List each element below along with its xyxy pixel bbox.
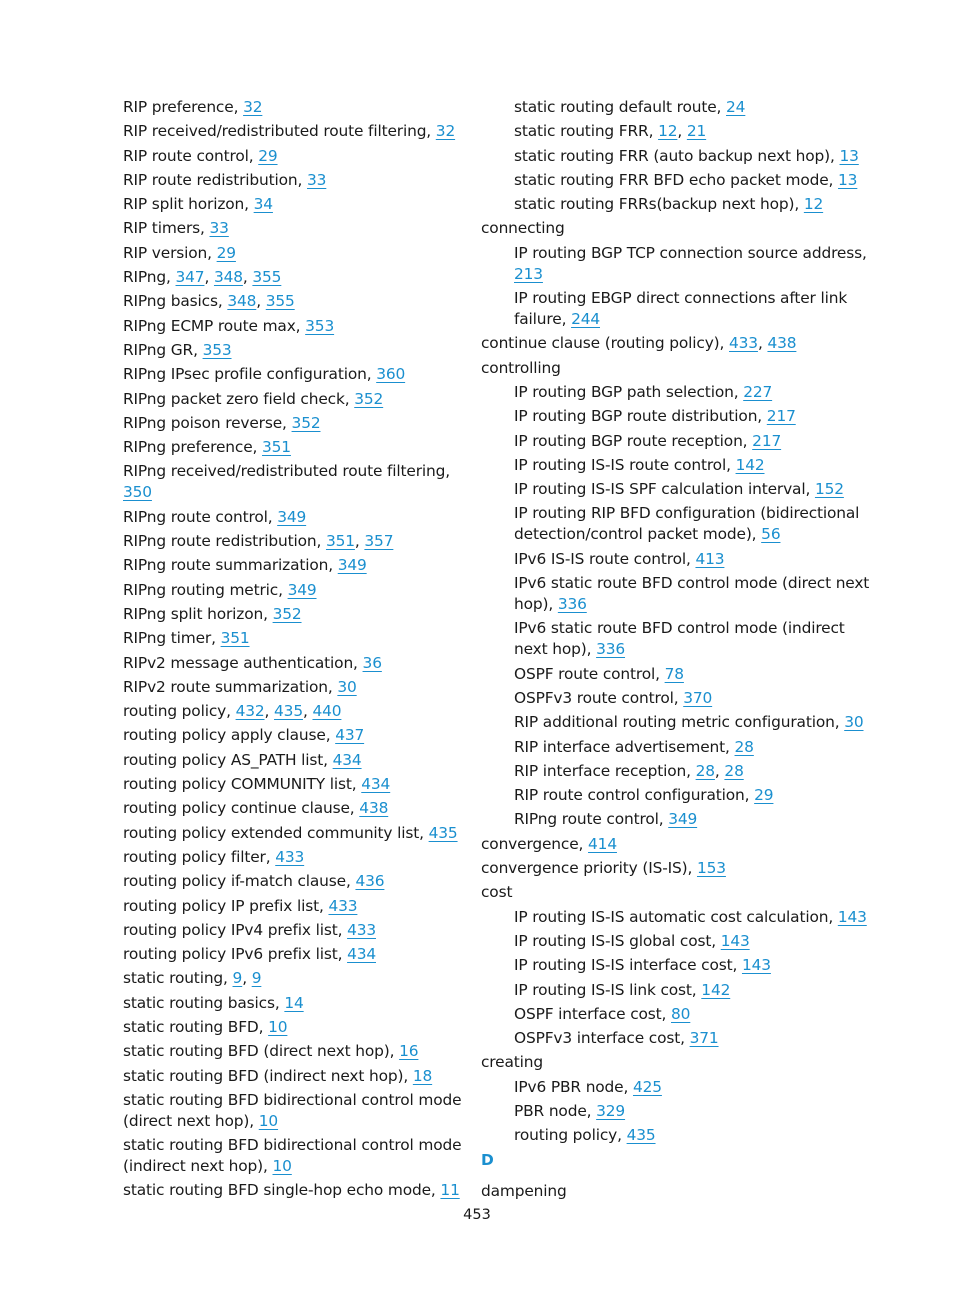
index-entry-text: routing policy IPv4 prefix list, bbox=[123, 920, 348, 939]
index-subentry bbox=[481, 785, 881, 806]
page-link[interactable]: 434 bbox=[332, 750, 362, 769]
page-link[interactable]: 10 bbox=[272, 1157, 292, 1176]
page-link[interactable]: 18 bbox=[412, 1066, 433, 1085]
page-link[interactable]: 13 bbox=[839, 146, 859, 165]
index-entry-text: RIPng poison reverse, bbox=[123, 413, 292, 432]
page-link[interactable]: 347 bbox=[175, 268, 205, 287]
index-entry bbox=[123, 1066, 463, 1087]
index-subentry bbox=[481, 170, 881, 191]
index-subentry bbox=[481, 97, 881, 118]
page-link[interactable]: 349 bbox=[277, 507, 307, 526]
index-entry-text: RIPng timer, bbox=[123, 629, 221, 648]
page-link[interactable]: 434 bbox=[347, 945, 376, 964]
index-entry-text: cost bbox=[481, 883, 513, 902]
page-link[interactable]: 438 bbox=[767, 334, 797, 353]
index-entry bbox=[123, 389, 463, 410]
page-link[interactable]: 29 bbox=[216, 243, 236, 262]
page-link[interactable]: 351 bbox=[325, 532, 355, 551]
index-entry-text: static routing BFD (direct next hop), bbox=[123, 1042, 400, 1061]
index-subentry bbox=[481, 455, 881, 476]
index-entry-text: OSPF interface cost, bbox=[514, 1004, 672, 1023]
index-entry bbox=[481, 333, 881, 354]
page-link[interactable]: 357 bbox=[364, 532, 394, 551]
page-link[interactable]: 349 bbox=[337, 556, 367, 575]
page-link[interactable]: 142 bbox=[701, 980, 731, 999]
page-link[interactable]: 56 bbox=[761, 525, 781, 544]
index-entry-text: RIP interface advertisement, bbox=[514, 737, 735, 756]
index-entry bbox=[123, 653, 463, 674]
index-entry-text: OSPFv3 interface cost, bbox=[514, 1029, 690, 1048]
index-entry bbox=[123, 413, 463, 434]
index-entry-text: static routing BFD, bbox=[123, 1017, 269, 1036]
index-entry bbox=[123, 121, 463, 142]
index-subentry bbox=[481, 931, 881, 952]
index-subentry bbox=[481, 573, 881, 615]
index-entry-text: PBR node, bbox=[514, 1101, 597, 1120]
index-entry-text: routing policy AS_PATH list, bbox=[123, 750, 333, 769]
index-subentry bbox=[481, 243, 881, 285]
page-link[interactable]: 360 bbox=[376, 365, 406, 384]
index-entry-text: IP routing RIP BFD configuration (bidirectional detection/control packet mode), bbox=[514, 504, 860, 544]
page-link[interactable]: 432 bbox=[235, 702, 265, 721]
index-entry-text: routing policy, bbox=[514, 1126, 627, 1145]
index-subentry bbox=[481, 1004, 881, 1025]
index-entry-text: static routing basics, bbox=[123, 993, 285, 1012]
page-link[interactable]: 32 bbox=[435, 122, 456, 141]
index-letter-heading: D bbox=[481, 1150, 494, 1169]
index-entry-text: IP routing BGP path selection, bbox=[514, 382, 744, 401]
index-entry bbox=[123, 340, 463, 361]
index-entry-text: RIPng IPsec profile configuration, bbox=[123, 365, 377, 384]
page-separator: , bbox=[264, 702, 275, 721]
index-subentry bbox=[481, 406, 881, 427]
index-entry-text: IP routing IS-IS global cost, bbox=[514, 931, 721, 950]
page-link[interactable]: 438 bbox=[359, 799, 389, 818]
index-entry-text: routing policy filter, bbox=[123, 847, 276, 866]
index-entry-text: IPv6 PBR node, bbox=[514, 1077, 633, 1096]
index-entry bbox=[123, 750, 463, 771]
index-entry bbox=[123, 194, 463, 215]
index-subentry bbox=[481, 955, 881, 976]
index-entry bbox=[123, 507, 463, 528]
page-link[interactable]: 32 bbox=[243, 98, 263, 116]
index-entry-text: routing policy apply clause, bbox=[123, 726, 336, 745]
index-subentry bbox=[481, 907, 881, 928]
index-subentry bbox=[481, 431, 881, 452]
index-entry-text: routing policy if-match clause, bbox=[123, 872, 356, 891]
page-link[interactable]: 33 bbox=[209, 219, 229, 238]
page-link[interactable]: 10 bbox=[268, 1017, 288, 1036]
index-entry bbox=[123, 823, 463, 844]
index-entry-text: IP routing BGP route distribution, bbox=[514, 407, 767, 426]
page-link[interactable]: 414 bbox=[588, 834, 617, 853]
index-entry bbox=[123, 555, 463, 576]
page-separator: , bbox=[302, 702, 313, 721]
index-entry-text: RIPng routing metric, bbox=[123, 580, 288, 599]
page-link[interactable]: 29 bbox=[258, 146, 278, 165]
index-entry-text: RIP preference, bbox=[123, 98, 244, 116]
page-link[interactable]: 30 bbox=[844, 713, 864, 732]
index-entry bbox=[123, 798, 463, 819]
index-entry-text: static routing BFD single-hop echo mode, bbox=[123, 1181, 441, 1200]
page-link[interactable]: 244 bbox=[571, 310, 600, 329]
index-entry-text: IPv6 static route BFD control mode (direct next hop), bbox=[514, 574, 870, 614]
page-link[interactable]: 34 bbox=[253, 195, 273, 214]
page-link[interactable]: 351 bbox=[262, 438, 291, 457]
index-entry bbox=[481, 834, 881, 855]
index-entry-text: RIPv2 message authentication, bbox=[123, 653, 363, 672]
index-entry bbox=[123, 1017, 463, 1038]
index-entry bbox=[123, 1135, 463, 1177]
index-entry bbox=[123, 170, 463, 191]
page-link[interactable]: 370 bbox=[683, 688, 713, 707]
index-entry-text: dampening bbox=[481, 1181, 567, 1200]
index-entry bbox=[123, 218, 463, 239]
index-entry bbox=[123, 291, 463, 312]
index-entry-text: RIPv2 route summarization, bbox=[123, 677, 338, 696]
page-link[interactable]: 433 bbox=[729, 334, 758, 353]
page-separator: , bbox=[354, 532, 365, 551]
index-entry bbox=[123, 920, 463, 941]
index-entry bbox=[123, 1090, 463, 1132]
index-subentry bbox=[481, 1077, 881, 1098]
index-subentry bbox=[481, 382, 881, 403]
index-entry-text: RIPng ECMP route max, bbox=[123, 316, 306, 335]
index-entry-text: RIP route redistribution, bbox=[123, 170, 308, 189]
page-link[interactable]: 434 bbox=[361, 775, 391, 794]
index-entry-text: IP routing BGP route reception, bbox=[514, 431, 753, 450]
index-entry-text: routing policy IP prefix list, bbox=[123, 896, 329, 915]
index-subentry bbox=[481, 664, 881, 685]
page-link[interactable]: 425 bbox=[632, 1077, 662, 1096]
page-link[interactable]: 352 bbox=[354, 389, 384, 408]
page-link[interactable]: 9 bbox=[232, 969, 243, 988]
index-entry bbox=[123, 437, 463, 458]
page-link[interactable]: 350 bbox=[123, 483, 152, 502]
index-subentry bbox=[481, 479, 881, 500]
index-entry-text: creating bbox=[481, 1053, 543, 1072]
index-entry-text: RIP split horizon, bbox=[123, 195, 254, 214]
index-subentry bbox=[481, 761, 881, 782]
page-separator: , bbox=[204, 268, 214, 287]
page-separator: , bbox=[242, 969, 252, 988]
index-subentry bbox=[481, 1101, 881, 1122]
index-entry-text: routing policy continue clause, bbox=[123, 799, 360, 818]
index-entry-text: continue clause (routing policy), bbox=[481, 334, 730, 353]
page-link[interactable]: 440 bbox=[312, 702, 342, 721]
index-entry bbox=[123, 896, 463, 917]
index-entry-text: RIP timers, bbox=[123, 219, 210, 238]
page-link[interactable]: 143 bbox=[837, 907, 867, 926]
page-separator: , bbox=[242, 268, 253, 287]
page-link[interactable]: 435 bbox=[428, 823, 458, 842]
page-link[interactable]: 28 bbox=[695, 761, 715, 780]
index-entry-text: static routing FRRs(backup next hop), bbox=[514, 195, 804, 214]
index-subentry bbox=[481, 503, 881, 545]
page-link[interactable]: 352 bbox=[291, 413, 321, 432]
index-entry-text: convergence, bbox=[481, 834, 589, 853]
page-link[interactable]: 29 bbox=[754, 786, 774, 805]
page-link[interactable]: 33 bbox=[307, 170, 327, 189]
index-entry-text: RIP route control, bbox=[123, 146, 259, 165]
page-link[interactable]: 227 bbox=[743, 382, 773, 401]
index-entry-text: RIPng route control, bbox=[514, 810, 669, 829]
index-entry bbox=[481, 358, 881, 379]
index-entry-text: RIPng split horizon, bbox=[123, 604, 273, 623]
page-separator: , bbox=[677, 122, 687, 141]
index-entry-text: OSPF route control, bbox=[514, 664, 665, 683]
page-link[interactable]: 30 bbox=[337, 677, 357, 696]
index-entry-text: IP routing IS-IS interface cost, bbox=[514, 956, 742, 975]
page-link[interactable]: 21 bbox=[686, 122, 707, 141]
index-entry bbox=[481, 1181, 881, 1202]
index-entry-text: IP routing EBGP direct connections after link failure, bbox=[514, 289, 848, 329]
index-entry-text: static routing FRR BFD echo packet mode, bbox=[514, 170, 839, 189]
page-link[interactable]: 36 bbox=[362, 653, 382, 672]
index-subentry bbox=[481, 1125, 881, 1146]
page-link[interactable]: 336 bbox=[557, 595, 587, 614]
index-entry bbox=[123, 461, 463, 503]
index-subentry bbox=[481, 688, 881, 709]
index-entry bbox=[123, 316, 463, 337]
page-link[interactable]: 436 bbox=[355, 872, 385, 891]
index-entry-text: static routing BFD bidirectional control mode (indirect next hop), bbox=[123, 1136, 462, 1176]
page-link[interactable]: 348 bbox=[213, 268, 243, 287]
index-entry bbox=[123, 531, 463, 552]
page-link[interactable]: 80 bbox=[671, 1004, 691, 1023]
page-link[interactable]: 352 bbox=[272, 604, 302, 623]
page-link[interactable]: 351 bbox=[220, 629, 250, 648]
index-subentry bbox=[481, 809, 881, 830]
index-entry-text: RIP received/redistributed route filtering, bbox=[123, 122, 436, 141]
page-link[interactable]: 413 bbox=[695, 549, 725, 568]
page-link[interactable]: 143 bbox=[741, 956, 771, 975]
page-link[interactable]: 217 bbox=[766, 407, 796, 426]
page-link[interactable]: 14 bbox=[284, 993, 304, 1012]
page-link[interactable]: 78 bbox=[664, 664, 684, 683]
index-column-right bbox=[481, 97, 881, 1205]
page-separator: , bbox=[714, 761, 725, 780]
page-link[interactable]: 355 bbox=[265, 292, 295, 311]
index-entry bbox=[123, 267, 463, 288]
index-entry-text: connecting bbox=[481, 219, 565, 238]
index-entry bbox=[123, 725, 463, 746]
index-entry bbox=[123, 243, 463, 264]
index-entry-text: RIP additional routing metric configuration, bbox=[514, 713, 845, 732]
page-separator: , bbox=[757, 334, 768, 353]
index-entry-text: convergence priority (IS-IS), bbox=[481, 859, 697, 878]
index-entry-text: routing policy IPv6 prefix list, bbox=[123, 945, 348, 964]
page-link[interactable]: 433 bbox=[347, 920, 376, 939]
index-entry bbox=[123, 701, 463, 722]
index-entry-text: IP routing BGP TCP connection source address, bbox=[514, 243, 867, 262]
page-link[interactable]: 12 bbox=[803, 195, 824, 214]
index-entry-text: RIPng basics, bbox=[123, 292, 228, 311]
page-link[interactable]: 336 bbox=[596, 640, 626, 659]
page-link[interactable]: 9 bbox=[251, 969, 262, 988]
index-entry bbox=[123, 968, 463, 989]
index-subentry bbox=[481, 712, 881, 733]
index-entry bbox=[123, 774, 463, 795]
index-entry-text: RIPng route summarization, bbox=[123, 556, 338, 575]
page-link[interactable]: 371 bbox=[689, 1029, 719, 1048]
page-link[interactable]: 13 bbox=[838, 170, 858, 189]
index-entry bbox=[123, 604, 463, 625]
page-link[interactable]: 28 bbox=[734, 737, 754, 756]
index-entry-text: RIPng preference, bbox=[123, 438, 263, 457]
index-entry bbox=[481, 858, 881, 879]
page-link[interactable]: 11 bbox=[440, 1181, 460, 1200]
index-subentry bbox=[481, 288, 881, 330]
index-entry bbox=[481, 882, 881, 903]
page-link[interactable]: 12 bbox=[658, 122, 678, 141]
index-subentry bbox=[481, 146, 881, 167]
page-link[interactable]: 16 bbox=[399, 1042, 419, 1061]
index-entry-text: static routing default route, bbox=[514, 98, 727, 116]
index-entry bbox=[123, 871, 463, 892]
index-entry-text: RIPng, bbox=[123, 268, 176, 287]
index-entry-text: RIP version, bbox=[123, 243, 217, 262]
page-link[interactable]: 355 bbox=[252, 268, 282, 287]
index-entry-text: RIP interface reception, bbox=[514, 761, 696, 780]
index-entry-text: OSPFv3 route control, bbox=[514, 688, 684, 707]
index-entry bbox=[123, 847, 463, 868]
index-entry-text: IP routing IS-IS SPF calculation interval, bbox=[514, 480, 815, 499]
page-link[interactable]: 435 bbox=[274, 702, 303, 721]
index-entry bbox=[123, 580, 463, 601]
page-link[interactable]: 433 bbox=[275, 847, 305, 866]
index-entry-text: static routing BFD bidirectional control mode (direct next hop), bbox=[123, 1090, 462, 1130]
index-entry bbox=[123, 993, 463, 1014]
index-entry bbox=[123, 944, 463, 965]
index-entry-text: routing policy extended community list, bbox=[123, 823, 429, 842]
index-entry bbox=[481, 1052, 881, 1073]
page-link[interactable]: 349 bbox=[287, 580, 317, 599]
index-entry-text: IP routing IS-IS automatic cost calculation, bbox=[514, 907, 838, 926]
index-entry-text: IPv6 static route BFD control mode (indirect next hop), bbox=[514, 619, 845, 659]
page-separator: , bbox=[256, 292, 266, 311]
index-entry-text: RIPng route control, bbox=[123, 507, 278, 526]
index-entry-text: controlling bbox=[481, 358, 561, 377]
page-link[interactable]: 435 bbox=[626, 1126, 656, 1145]
page-link[interactable]: 24 bbox=[726, 98, 746, 116]
page-link[interactable]: 143 bbox=[720, 931, 750, 950]
page-link[interactable]: 10 bbox=[258, 1111, 279, 1130]
index-subentry bbox=[481, 737, 881, 758]
index-entry-text: RIPng route redistribution, bbox=[123, 532, 326, 551]
index-entry-text: static routing, bbox=[123, 969, 233, 988]
index-entry bbox=[123, 1180, 463, 1201]
index-entry-text: routing policy COMMUNITY list, bbox=[123, 775, 362, 794]
index-entry-text: RIPng received/redistributed route filtering, bbox=[123, 462, 451, 481]
page-link[interactable]: 28 bbox=[724, 761, 744, 780]
index-entry bbox=[481, 218, 881, 239]
page-link[interactable]: 213 bbox=[514, 264, 543, 283]
page-link[interactable]: 152 bbox=[814, 480, 844, 499]
page-link[interactable]: 329 bbox=[596, 1101, 626, 1120]
index-entry-text: IP routing IS-IS route control, bbox=[514, 455, 736, 474]
page-link[interactable]: 142 bbox=[735, 455, 765, 474]
index-entry-text: IP routing IS-IS link cost, bbox=[514, 980, 702, 999]
index-subentry bbox=[481, 980, 881, 1001]
index-entry-text: routing policy, bbox=[123, 702, 236, 721]
index-entry bbox=[123, 628, 463, 649]
page-link[interactable]: 349 bbox=[668, 810, 698, 829]
index-entry-text: IPv6 IS-IS route control, bbox=[514, 549, 696, 568]
page-link[interactable]: 433 bbox=[328, 896, 358, 915]
page-link[interactable]: 353 bbox=[202, 340, 232, 359]
index-column-left bbox=[123, 97, 463, 1205]
index-subentry bbox=[481, 121, 881, 142]
index-entry bbox=[123, 146, 463, 167]
page-link[interactable]: 348 bbox=[227, 292, 257, 311]
index-subentry bbox=[481, 194, 881, 215]
index-entry bbox=[123, 1041, 463, 1062]
page-link[interactable]: 437 bbox=[335, 726, 365, 745]
page-link[interactable]: 153 bbox=[696, 859, 726, 878]
index-entry-text: RIP route control configuration, bbox=[514, 786, 755, 805]
index-entry-text: RIPng packet zero field check, bbox=[123, 389, 355, 408]
index-entry-text: static routing FRR (auto backup next hop), bbox=[514, 146, 840, 165]
index-entry-text: static routing FRR, bbox=[514, 122, 659, 141]
index-subentry bbox=[481, 618, 881, 660]
index-subentry bbox=[481, 1028, 881, 1049]
index-subentry bbox=[481, 549, 881, 570]
index-entry-text: static routing BFD (indirect next hop), bbox=[123, 1066, 413, 1085]
index-entry bbox=[123, 364, 463, 385]
index-entry bbox=[123, 97, 463, 118]
page-number: 453 bbox=[463, 1207, 491, 1223]
index-entry-text: RIPng GR, bbox=[123, 340, 203, 359]
index-entry bbox=[123, 677, 463, 698]
page-link[interactable]: 217 bbox=[752, 431, 782, 450]
page-link[interactable]: 353 bbox=[305, 316, 335, 335]
